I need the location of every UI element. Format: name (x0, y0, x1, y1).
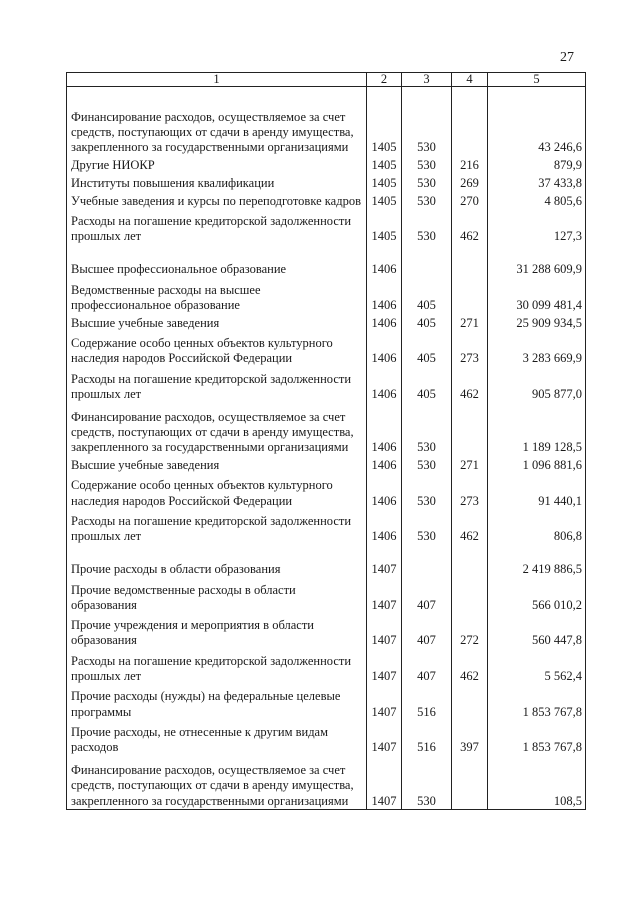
row-amount-cell: 566 010,2 (488, 577, 586, 613)
row-section-code-cell: 1407 (367, 577, 402, 613)
header-col-2: 2 (367, 73, 402, 87)
table-row (67, 155, 586, 173)
row-amount-cell: 37 433,8 (488, 173, 586, 191)
row-target-code-cell: 530 (402, 209, 452, 245)
row-target-code-cell: 530 (402, 191, 452, 209)
row-section-code-cell: 1405 (367, 209, 402, 245)
row-section-code-cell: 1407 (367, 560, 402, 578)
spacer-cell (488, 87, 586, 103)
row-target-code-cell: 530 (402, 155, 452, 173)
row-section-code-cell: 1406 (367, 455, 402, 473)
bottom-cell (488, 809, 586, 810)
spacer-cell (67, 545, 367, 560)
row-expense-code-cell: 270 (452, 191, 488, 209)
row-target-code-cell: 530 (402, 102, 452, 155)
budget-table (66, 72, 585, 810)
table-row (67, 577, 586, 613)
table-row (67, 313, 586, 331)
spacer-cell (367, 87, 402, 103)
spacer-cell (402, 545, 452, 560)
row-name-cell: Учебные заведения и курсы по переподготовке кадров (67, 191, 367, 209)
row-section-code-cell: 1406 (367, 402, 402, 455)
row-target-code-cell: 530 (402, 473, 452, 509)
row-expense-code-cell (452, 684, 488, 720)
row-section-code-cell: 1406 (367, 331, 402, 367)
row-amount-cell: 806,8 (488, 509, 586, 545)
header-col-5: 5 (488, 73, 586, 87)
table-row (67, 720, 586, 756)
row-expense-code-cell (452, 102, 488, 155)
row-target-code-cell (402, 560, 452, 578)
row-expense-code-cell: 216 (452, 155, 488, 173)
row-expense-code-cell (452, 577, 488, 613)
row-expense-code-cell: 397 (452, 720, 488, 756)
bottom-cell (402, 809, 452, 810)
row-amount-cell: 2 419 886,5 (488, 560, 586, 578)
row-target-code-cell: 530 (402, 509, 452, 545)
row-section-code-cell: 1407 (367, 613, 402, 649)
row-expense-code-cell (452, 260, 488, 278)
row-amount-cell: 5 562,4 (488, 649, 586, 685)
table-row (67, 191, 586, 209)
row-name-cell: Расходы на погашение кредиторской задолженности прошлых лет (67, 366, 367, 402)
header-col-4: 4 (452, 73, 488, 87)
row-amount-cell: 1 853 767,8 (488, 720, 586, 756)
row-name-cell: Прочие расходы в области образования (67, 560, 367, 578)
spacer-row (67, 545, 586, 560)
table-row (67, 260, 586, 278)
row-section-code-cell: 1406 (367, 509, 402, 545)
row-amount-cell: 127,3 (488, 209, 586, 245)
row-amount-cell: 31 288 609,9 (488, 260, 586, 278)
table-row (67, 509, 586, 545)
page-number: 27 (560, 50, 574, 65)
spacer-cell (367, 545, 402, 560)
row-section-code-cell: 1406 (367, 366, 402, 402)
row-name-cell: Содержание особо ценных объектов культурного наследия народов Российской Федерации (67, 331, 367, 367)
row-expense-code-cell (452, 277, 488, 313)
row-amount-cell: 905 877,0 (488, 366, 586, 402)
table-body (67, 87, 586, 810)
spacer-cell (452, 87, 488, 103)
bottom-cell (367, 809, 402, 810)
table-row (67, 277, 586, 313)
table-row (67, 402, 586, 455)
row-name-cell: Финансирование расходов, осуществляемое за счет средств, поступающих от сдачи в аренду имущества, закрепленного за государственными организациями (67, 102, 367, 155)
spacer-row (67, 245, 586, 260)
row-expense-code-cell: 273 (452, 331, 488, 367)
row-amount-cell: 560 447,8 (488, 613, 586, 649)
row-section-code-cell: 1407 (367, 684, 402, 720)
spacer-cell (402, 245, 452, 260)
row-section-code-cell: 1407 (367, 720, 402, 756)
spacer-cell (452, 545, 488, 560)
bottom-cell (452, 809, 488, 810)
row-expense-code-cell: 273 (452, 473, 488, 509)
spacer-cell (488, 245, 586, 260)
table-header-row (67, 73, 586, 87)
row-name-cell: Содержание особо ценных объектов культурного наследия народов Российской Федерации (67, 473, 367, 509)
row-name-cell: Прочие расходы (нужды) на федеральные целевые программы (67, 684, 367, 720)
row-target-code-cell: 405 (402, 331, 452, 367)
row-amount-cell: 91 440,1 (488, 473, 586, 509)
row-name-cell: Другие НИОКР (67, 155, 367, 173)
row-expense-code-cell: 271 (452, 455, 488, 473)
row-target-code-cell: 530 (402, 455, 452, 473)
table-row (67, 755, 586, 808)
row-section-code-cell: 1405 (367, 191, 402, 209)
table-row (67, 209, 586, 245)
row-amount-cell: 1 189 128,5 (488, 402, 586, 455)
row-expense-code-cell: 462 (452, 209, 488, 245)
row-amount-cell: 30 099 481,4 (488, 277, 586, 313)
row-name-cell: Высшие учебные заведения (67, 313, 367, 331)
bottom-cell (67, 809, 367, 810)
row-name-cell: Финансирование расходов, осуществляемое за счет средств, поступающих от сдачи в аренду имущества, закрепленного за государственными организациями (67, 755, 367, 808)
row-target-code-cell: 407 (402, 649, 452, 685)
row-section-code-cell: 1406 (367, 260, 402, 278)
table-row (67, 366, 586, 402)
row-name-cell: Расходы на погашение кредиторской задолженности прошлых лет (67, 509, 367, 545)
row-target-code-cell: 405 (402, 277, 452, 313)
row-target-code-cell: 407 (402, 577, 452, 613)
row-target-code-cell: 530 (402, 755, 452, 808)
spacer-cell (402, 87, 452, 103)
row-expense-code-cell (452, 755, 488, 808)
row-target-code-cell: 530 (402, 402, 452, 455)
row-section-code-cell: 1407 (367, 649, 402, 685)
spacer-cell (367, 245, 402, 260)
row-expense-code-cell: 462 (452, 366, 488, 402)
spacer-cell (67, 245, 367, 260)
row-name-cell: Расходы на погашение кредиторской задолженности прошлых лет (67, 209, 367, 245)
row-target-code-cell (402, 260, 452, 278)
table-row (67, 684, 586, 720)
row-target-code-cell: 405 (402, 366, 452, 402)
row-amount-cell: 1 853 767,8 (488, 684, 586, 720)
spacer-cell (488, 545, 586, 560)
table-row (67, 331, 586, 367)
row-name-cell: Прочие учреждения и мероприятия в области образования (67, 613, 367, 649)
row-section-code-cell: 1406 (367, 313, 402, 331)
row-name-cell: Расходы на погашение кредиторской задолженности прошлых лет (67, 649, 367, 685)
table-row (67, 649, 586, 685)
row-amount-cell: 879,9 (488, 155, 586, 173)
table-bottom-row (67, 809, 586, 810)
row-expense-code-cell: 271 (452, 313, 488, 331)
row-target-code-cell: 530 (402, 173, 452, 191)
row-target-code-cell: 407 (402, 613, 452, 649)
row-name-cell: Высшие учебные заведения (67, 455, 367, 473)
row-expense-code-cell: 462 (452, 649, 488, 685)
row-target-code-cell: 516 (402, 684, 452, 720)
row-amount-cell: 3 283 669,9 (488, 331, 586, 367)
row-expense-code-cell: 272 (452, 613, 488, 649)
row-section-code-cell: 1406 (367, 473, 402, 509)
table-row (67, 613, 586, 649)
row-name-cell: Высшее профессиональное образование (67, 260, 367, 278)
row-section-code-cell: 1407 (367, 755, 402, 808)
row-amount-cell: 108,5 (488, 755, 586, 808)
row-expense-code-cell (452, 402, 488, 455)
spacer-cell (452, 245, 488, 260)
table-row (67, 473, 586, 509)
row-section-code-cell: 1406 (367, 277, 402, 313)
header-col-1: 1 (67, 73, 367, 87)
row-amount-cell: 43 246,6 (488, 102, 586, 155)
table-row (67, 173, 586, 191)
row-name-cell: Ведомственные расходы на высшее профессиональное образование (67, 277, 367, 313)
row-section-code-cell: 1405 (367, 173, 402, 191)
row-section-code-cell: 1405 (367, 155, 402, 173)
spacer-cell (67, 87, 367, 103)
row-amount-cell: 25 909 934,5 (488, 313, 586, 331)
header-col-3: 3 (402, 73, 452, 87)
row-expense-code-cell: 269 (452, 173, 488, 191)
row-name-cell: Прочие расходы, не отнесенные к другим видам расходов (67, 720, 367, 756)
table-row (67, 560, 586, 578)
row-name-cell: Институты повышения квалификации (67, 173, 367, 191)
row-target-code-cell: 516 (402, 720, 452, 756)
row-expense-code-cell: 462 (452, 509, 488, 545)
row-name-cell: Прочие ведомственные расходы в области образования (67, 577, 367, 613)
table-row (67, 102, 586, 155)
table-row (67, 455, 586, 473)
row-name-cell: Финансирование расходов, осуществляемое за счет средств, поступающих от сдачи в аренду имущества, закрепленного за государственными организациями (67, 402, 367, 455)
row-amount-cell: 1 096 881,6 (488, 455, 586, 473)
row-target-code-cell: 405 (402, 313, 452, 331)
spacer-row (67, 87, 586, 103)
row-section-code-cell: 1405 (367, 102, 402, 155)
row-expense-code-cell (452, 560, 488, 578)
row-amount-cell: 4 805,6 (488, 191, 586, 209)
